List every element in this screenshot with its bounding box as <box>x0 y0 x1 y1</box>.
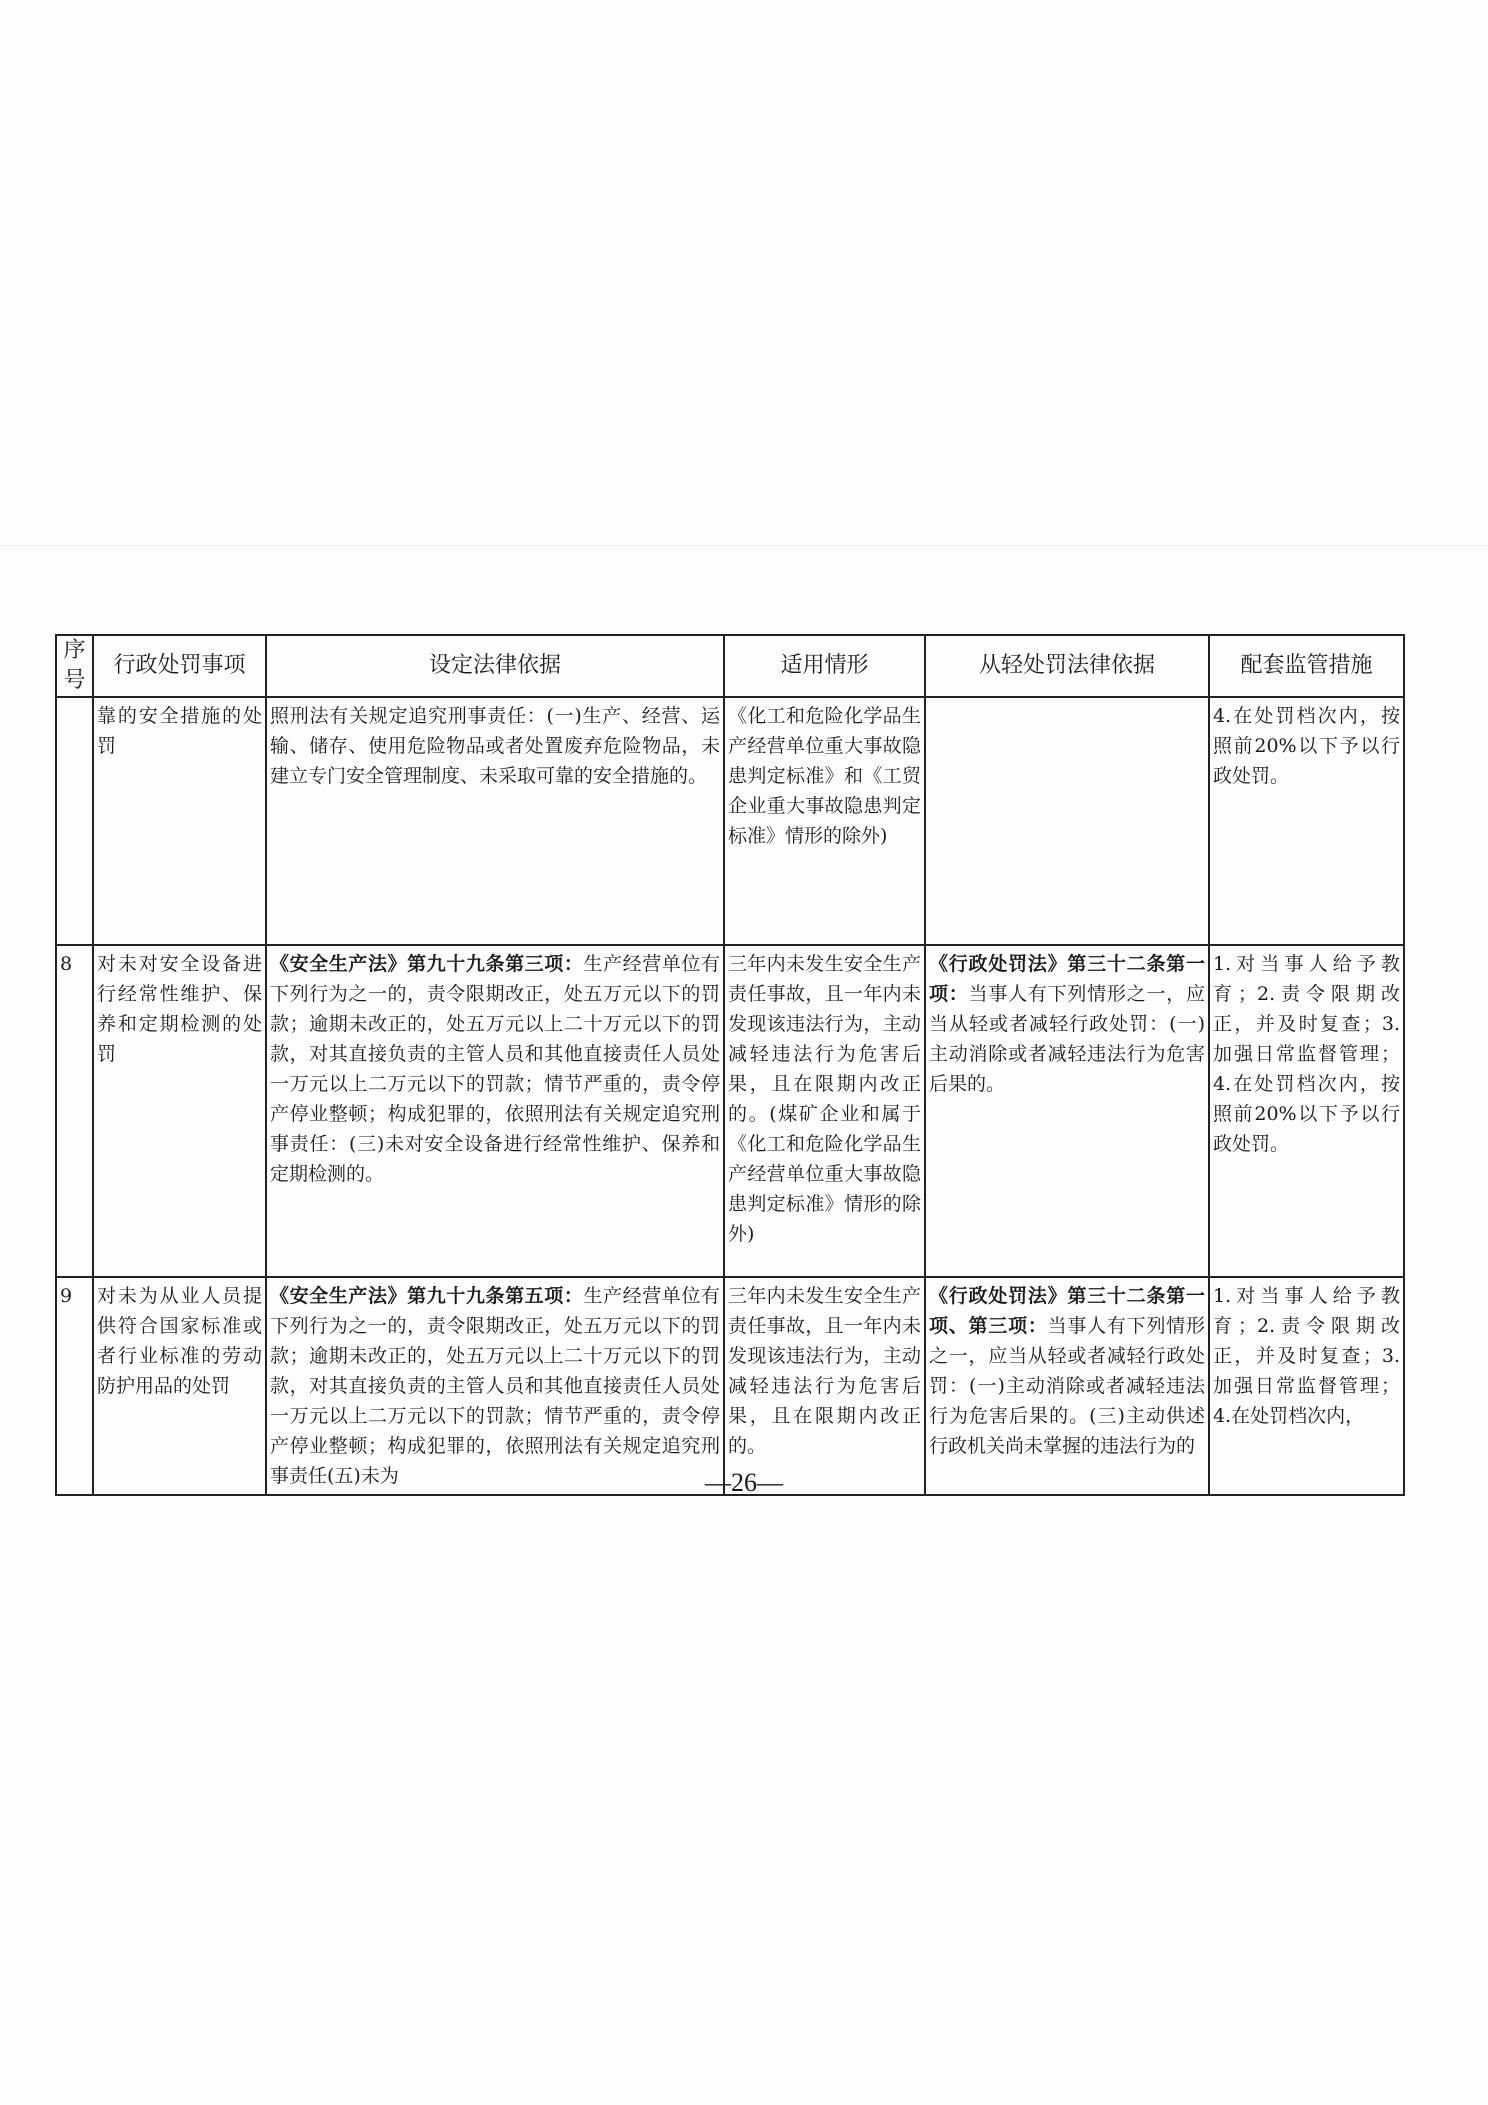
row-measures: 1.对当事人给予教育；2.责令限期改正，并及时复查；3.加强日常监督管理；4.在处罚档次内， <box>1209 1277 1404 1495</box>
basis-citation: 《安全生产法》第九十九条第三项： <box>270 953 584 975</box>
row-item: 对未对安全设备进行经常性维护、保养和定期检测的处罚 <box>93 945 266 1277</box>
header-measures: 配套监管措施 <box>1209 635 1404 697</box>
basis-citation: 《安全生产法》第九十九条第五项： <box>270 1285 584 1307</box>
row-situation: 三年内未发生安全生产责任事故，且一年内未发现该违法行为，主动减轻违法行为危害后果，且在限期内改正的。 <box>724 1277 925 1495</box>
row-basis <box>266 697 724 945</box>
row-basis <box>266 945 724 1277</box>
penalty-table <box>55 634 1405 1496</box>
header-basis: 设定法律依据 <box>266 635 724 697</box>
row-lenient <box>925 1277 1209 1495</box>
lenient-citation: 《行政处罚法》第三十二条第一项、第三项： <box>929 1285 1205 1337</box>
header-item: 行政处罚事项 <box>93 635 266 697</box>
basis-text: 照刑法有关规定追究刑事责任：(一)生产、经营、运输、储存、使用危险物品或者处置废弃危险物品，未建立专门安全管理制度、未采取可靠的安全措施的。 <box>270 705 720 787</box>
page-number: —26— <box>705 1468 783 1497</box>
row-seq: 8 <box>56 945 93 1277</box>
table-row <box>56 697 1404 945</box>
row-seq <box>56 697 93 945</box>
table-header-row <box>56 635 1404 697</box>
lenient-text: 当事人有下列情形之一，应当从轻或者减轻行政处罚：(一)主动消除或者减轻违法行为危害后果的。 <box>929 983 1205 1095</box>
header-situation: 适用情形 <box>724 635 925 697</box>
lenient-citation: 《行政处罚法》第三十二条第一项： <box>929 953 1205 1005</box>
row-measures: 4.在处罚档次内，按照前20%以下予以行政处罚。 <box>1209 697 1404 945</box>
table-row <box>56 1277 1404 1495</box>
row-basis <box>266 1277 724 1495</box>
row-item: 对未为从业人员提供符合国家标准或者行业标准的劳动防护用品的处罚 <box>93 1277 266 1495</box>
row-lenient <box>925 697 1209 945</box>
header-lenient: 从轻处罚法律依据 <box>925 635 1209 697</box>
row-seq: 9 <box>56 1277 93 1495</box>
row-lenient <box>925 945 1209 1277</box>
basis-text: 生产经营单位有下列行为之一的，责令限期改正，处五万元以下的罚款；逾期未改正的，处五万元以上二十万元以下的罚款，对其直接负责的主管人员和其他直接责任人员处一万元以上二万元以下的罚款；情节严重的，责令停产停业整顿；构成犯罪的，依照刑法有关规定追究刑事责任(五)未为 <box>270 1285 720 1487</box>
row-situation: 《化工和危险化学品生产经营单位重大事故隐患判定标准》和《工贸企业重大事故隐患判定标准》情形的除外) <box>724 697 925 945</box>
table-row <box>56 945 1404 1277</box>
header-seq: 序号 <box>56 635 93 697</box>
row-item: 靠的安全措施的处罚 <box>93 697 266 945</box>
row-measures: 1.对当事人给予教育；2.责令限期改正，并及时复查；3.加强日常监督管理；4.在处罚档次内，按照前20%以下予以行政处罚。 <box>1209 945 1404 1277</box>
lenient-text: 当事人有下列情形之一，应当从轻或者减轻行政处罚：(一)主动消除或者减轻违法行为危害后果的。(三)主动供述行政机关尚未掌握的违法行为的 <box>929 1315 1205 1457</box>
basis-text: 生产经营单位有下列行为之一的，责令限期改正，处五万元以下的罚款；逾期未改正的，处五万元以上二十万元以下的罚款，对其直接负责的主管人员和其他直接责任人员处一万元以上二万元以下的罚款；情节严重的，责令停产停业整顿；构成犯罪的，依照刑法有关规定追究刑事责任：(三)未对安全设备进行经常性维护、保养和定期检测的。 <box>270 953 720 1185</box>
row-situation: 三年内未发生安全生产责任事故，且一年内未发现该违法行为，主动减轻违法行为危害后果，且在限期内改正的。(煤矿企业和属于《化工和危险化学品生产经营单位重大事故隐患判定标准》情形的除外) <box>724 945 925 1277</box>
scan-fold-line <box>0 545 1488 546</box>
